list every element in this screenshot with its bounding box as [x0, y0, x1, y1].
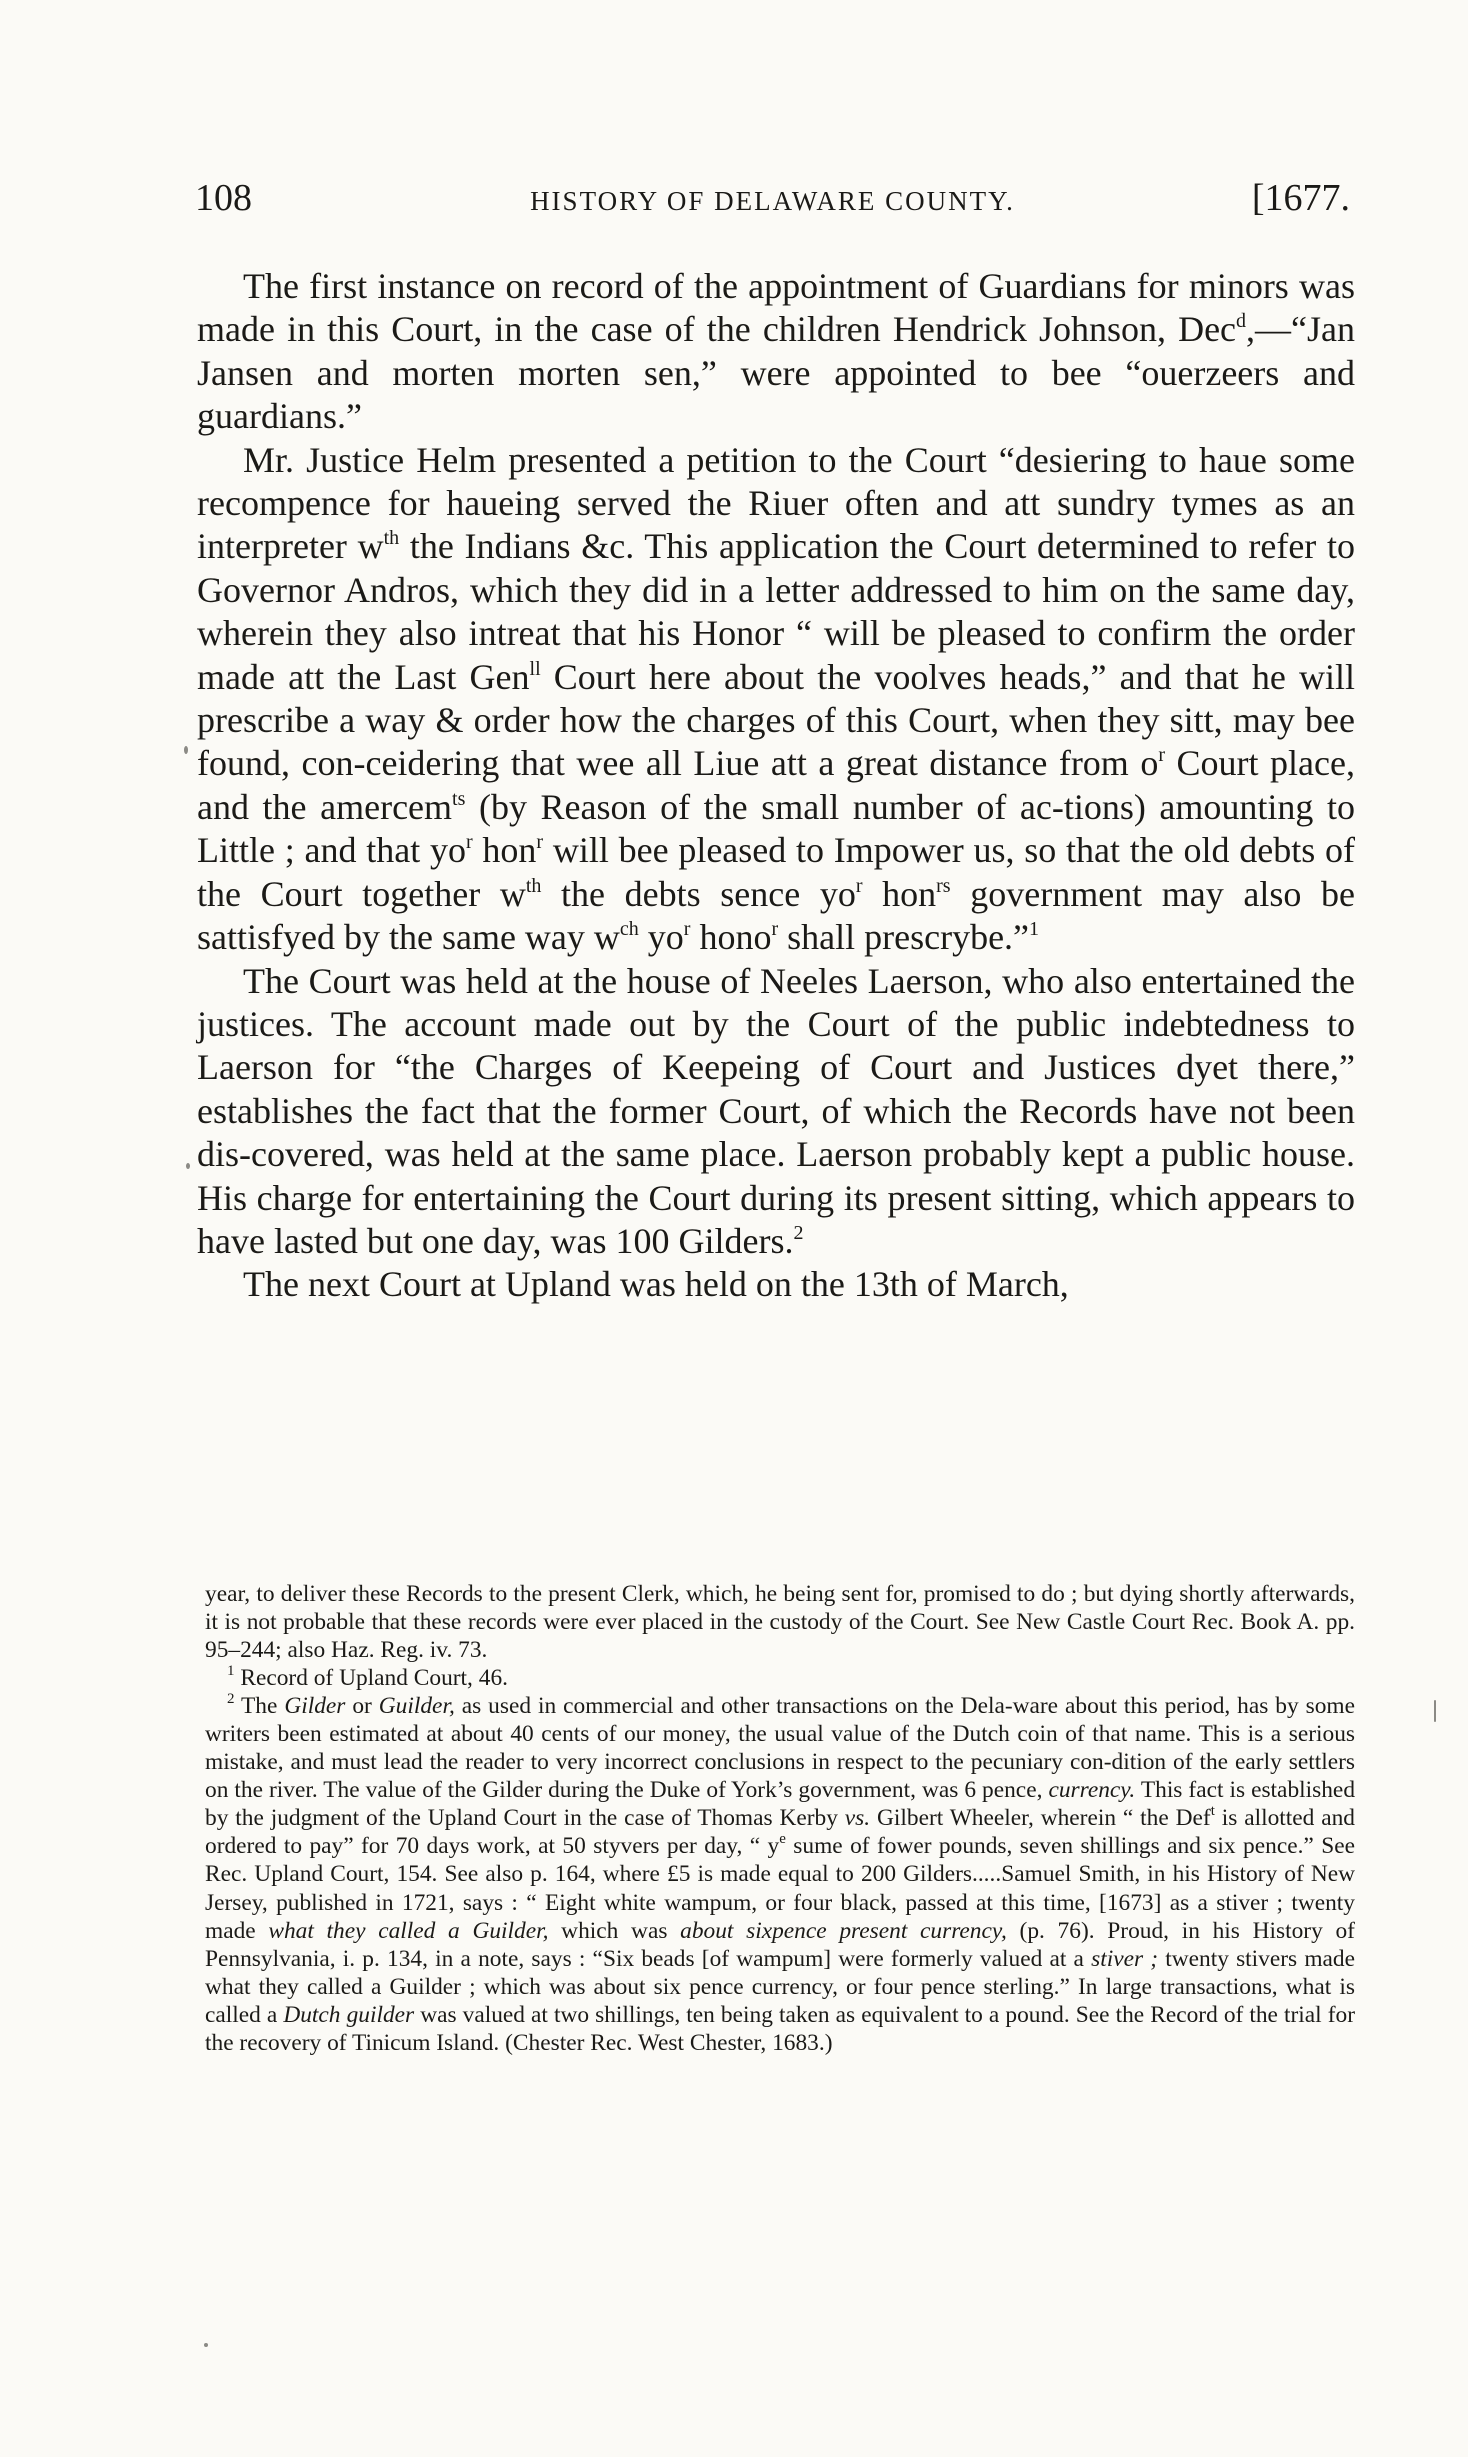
text-run: sume of fower pounds, seven shillings and six pence.” See Rec. Upland Court, 154. See also p. 164, where £5 is made equal to 200 Gilders.....Samuel Smith, in his History of New Jersey, published in 1721, says : “ Eight white wampum, or four black, passed at this time, [1673] as a stiver ; twenty made: [205, 1833, 1355, 1944]
footnote-1: [205, 1664, 1355, 1692]
text-run: Mr. Justice Helm presented a petition to the Court “desiering to haue some recompence for haueing served the Riuer often and att sundry tymes as an interpreter w: [197, 439, 1355, 567]
margin-speck: [184, 746, 188, 754]
text-run: hono: [690, 917, 772, 958]
page-number: 108: [195, 177, 252, 219]
text-run: yo: [638, 917, 684, 958]
running-header: [195, 176, 1350, 236]
italic-run: Dutch guilder: [283, 2001, 415, 2028]
superscript: t: [1210, 1803, 1215, 1820]
italic-run: stiver ;: [1091, 1945, 1159, 1972]
text-run: as used in commercial and other transactions on the Dela-ware about this period, has by some writers been estimated at about 40 cents of our money, the usual value of the Dutch coin of that name. This is a serious mistake, and must lead the reader to very incorrect conclusions in respect to the pecuniary con-dition of the early settlers on the river. The value of the Gilder during the Duke of York’s government, was 6 pence,: [205, 1693, 1356, 1804]
margin-speck: [186, 1163, 190, 1169]
text-run: was valued at two shillings, ten being taken as equivalent to a pound. See the Record of the trial for the recovery of Tinicum Island. (Chester Rec. West Chester, 1683.): [205, 2001, 1355, 2056]
footnote-marker: 1: [227, 1663, 235, 1680]
footnote-ref-2: 2: [793, 1221, 804, 1244]
text-run: Court here about the voolves heads,” and that he will prescribe a way & order how the charges of this Court, when they sitt, may bee found, con-ceidering that wee all Liue att a great distance from o: [197, 656, 1355, 784]
italic-run: Guilder,: [378, 1693, 455, 1720]
footnotes: [205, 1580, 1355, 2057]
text-run: is allotted and ordered to pay” for 70 days work, at 50 styvers per day, “ y: [205, 1805, 1356, 1860]
text-run: Court place, and the amercem: [197, 743, 1355, 827]
superscript: r: [1158, 744, 1166, 767]
text-run: twenty stivers made what they called a Guilder ; which was about six pence currency, or four pence sterling.” In large transactions, what is called a: [205, 1945, 1355, 2028]
text-run: (p. 76). Proud, in his History of Pennsylvania, i. p. 134, in a note, says : “Six beads [of wampum] were formerly valued at a: [205, 1917, 1355, 1972]
footnote-marker: 2: [227, 1691, 235, 1708]
superscript: r: [683, 918, 691, 941]
paragraph-laerson: [197, 960, 1355, 1264]
superscript: th: [383, 527, 400, 550]
footnote-2: [205, 1692, 1355, 2057]
superscript: d: [1236, 310, 1247, 333]
main-text: [197, 265, 1355, 1307]
paragraph-helm-petition: [197, 439, 1355, 960]
text-run: Record of Upland Court, 46.: [234, 1665, 508, 1692]
superscript: rs: [936, 874, 951, 897]
text-run: will bee pleased to Impower us, so that the old debts of the Court together w: [197, 830, 1356, 914]
footnote-ref-1: 1: [1029, 918, 1040, 941]
text-run: hon: [472, 830, 537, 871]
text-run: The: [234, 1693, 285, 1720]
superscript: r: [536, 831, 544, 854]
margin-speck: [204, 2343, 208, 2347]
text-run: shall prescrybe.”: [778, 917, 1030, 958]
text-run: which was: [548, 1917, 681, 1944]
running-title: HISTORY OF DELAWARE COUNTY.: [530, 186, 1015, 216]
superscript: th: [525, 874, 542, 897]
text-run: This fact is established by the judgment of the Upland Court in the case of Thomas Kerby: [205, 1777, 1356, 1832]
footnote-continuation: year, to deliver these Records to the present Clerk, which, he being sent for, promised to do ; but dying shortly afterwards, it is not probable that these records were ever placed in the custody of the Court. See New Castle Court Rec. Book A. pp. 95–244; also Haz. Reg. iv. 73.: [205, 1581, 1355, 1664]
italic-run: what they called a Guilder,: [268, 1917, 549, 1944]
superscript: r: [465, 831, 473, 854]
text-run: The first instance on record of the appointment of Guardians for minors was made in this Court, in the case of the children Hendrick Johnson, Dec: [197, 266, 1355, 350]
text-run: hon: [862, 873, 937, 914]
text-run: (by Reason of the small number of ac-tions) amounting to Little ; and that yo: [197, 786, 1355, 871]
text-run: Gilbert Wheeler, wherein “ the Def: [870, 1805, 1211, 1832]
superscript: ch: [619, 918, 639, 941]
paragraph-guardians: [197, 265, 1355, 439]
italic-run: vs.: [844, 1805, 871, 1832]
text-run: The Court was held at the house of Neeles Laerson, who also entertained the justices. The account made out by the Court of the public indebtedness to Laerson for “the Charges of Keepeing of Court and Justices dyet there,” establishes the fact that the former Court, of which the Records have not been dis-covered, was held at the same place. Laerson probably kept a public house. His charge for entertaining the Court during its present sitting, which appears to have lasted but one day, was 100 Gilders.: [197, 960, 1355, 1261]
superscript: ts: [452, 787, 466, 810]
text-run: the debts sence yo: [541, 873, 856, 914]
margin-speck: [1434, 1700, 1436, 1722]
superscript: e: [779, 1831, 786, 1848]
superscript: ll: [529, 657, 541, 680]
paragraph-next-court: The next Court at Upland was held on the 13th of March,: [243, 1264, 1069, 1305]
text-run: or: [345, 1693, 379, 1720]
italic-run: about sixpence present currency,: [680, 1917, 1007, 1944]
text-run: government may also be sattisfyed by the same way w: [197, 873, 1356, 958]
superscript: r: [771, 918, 779, 941]
superscript: r: [855, 874, 863, 897]
text-run: ,—“Jan Jansen and morten morten sen,” were appointed to bee “ouerzeers and guardians.”: [197, 309, 1355, 437]
header-year: [1677.: [1251, 177, 1350, 219]
text-run: the Indians &c. This application the Court determined to refer to Governor Andros, which they did in a letter addressed to him on the same day, wherein they also intreat that his Honor “ will be pleased to confirm the order made att the Last Gen: [197, 526, 1355, 697]
italic-run: Gilder: [284, 1693, 346, 1720]
italic-run: currency.: [1048, 1777, 1136, 1804]
